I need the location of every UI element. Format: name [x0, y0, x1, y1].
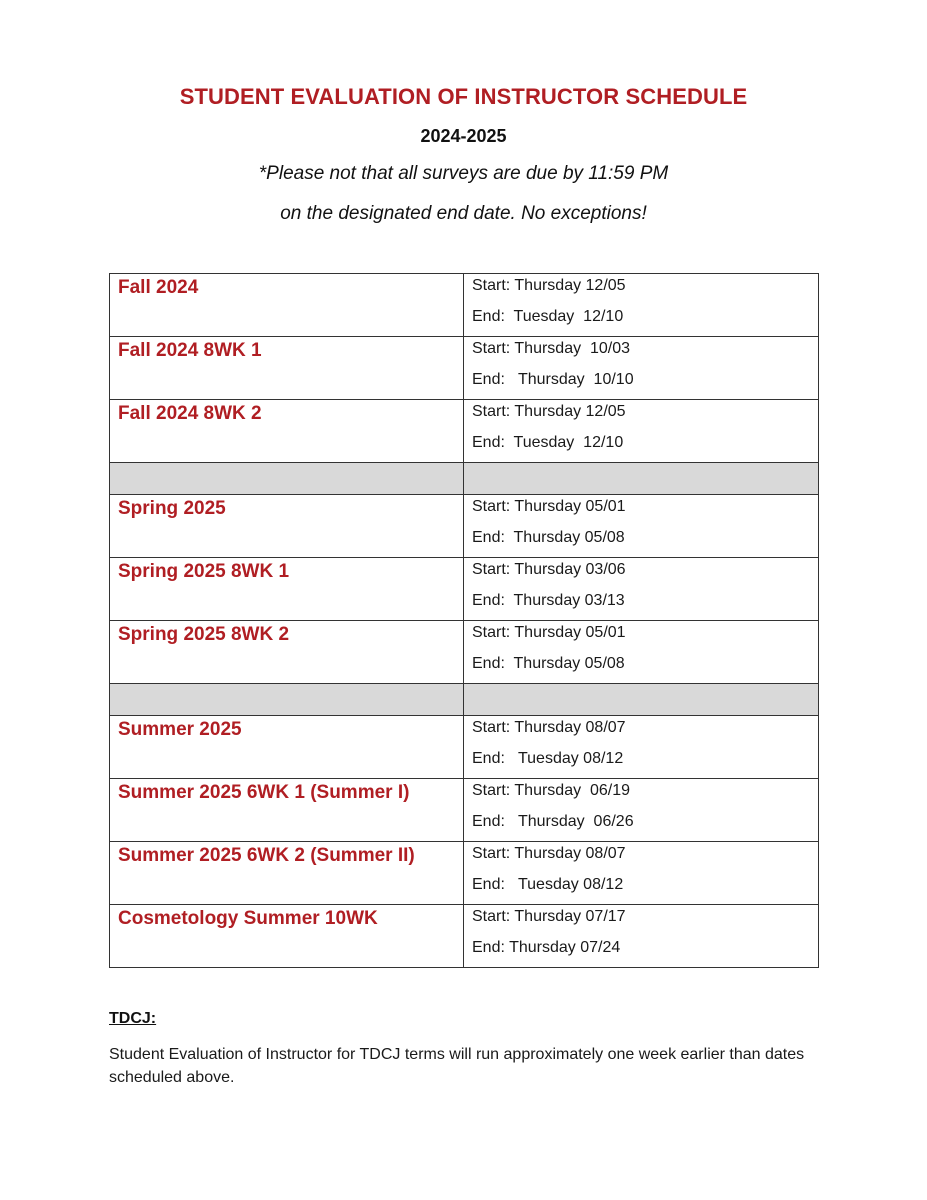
start-date: Start: Thursday 12/05: [472, 403, 626, 420]
table-row: [110, 905, 819, 968]
start-date: Start: Thursday 08/07: [472, 845, 626, 862]
term-name: Fall 2024: [118, 277, 199, 298]
term-cell: [110, 779, 464, 842]
dates-cell: [464, 337, 819, 400]
start-date: Start: Thursday 12/05: [472, 277, 626, 294]
table-row: [110, 337, 819, 400]
end-date: End: Thursday 07/24: [472, 939, 621, 956]
dates-cell: [464, 779, 819, 842]
end-date: End: Tuesday 12/10: [472, 308, 624, 325]
spacer-row: [110, 684, 819, 716]
term-cell: [110, 842, 464, 905]
term-cell: [110, 716, 464, 779]
dates-cell: [464, 905, 819, 968]
table-row: [110, 274, 819, 337]
due-note-line-1: *Please not that all surveys are due by 11:59 PM: [258, 163, 669, 184]
term-name: Spring 2025 8WK 1: [118, 561, 290, 582]
end-date: End: Thursday 05/08: [472, 655, 625, 672]
tdcj-heading: TDCJ:: [109, 1010, 157, 1027]
end-date: End: Thursday 05/08: [472, 529, 625, 546]
schedule-table: [109, 273, 819, 968]
term-cell: [110, 400, 464, 463]
term-cell: [110, 495, 464, 558]
table-row: [110, 495, 819, 558]
term-cell: [110, 905, 464, 968]
term-name: Spring 2025: [118, 498, 226, 519]
tdcj-note: Student Evaluation of Instructor for TDCJ terms will run approximately one week earlier than dates scheduled above.: [109, 1046, 805, 1086]
table-row: [110, 779, 819, 842]
term-name: Summer 2025 6WK 2 (Summer II): [118, 845, 415, 866]
table-row: [110, 716, 819, 779]
term-name: Fall 2024 8WK 1: [118, 340, 262, 361]
end-date: End: Tuesday 08/12: [472, 876, 624, 893]
spacer-cell: [464, 463, 819, 495]
table-row: [110, 842, 819, 905]
end-date: End: Thursday 10/10: [472, 371, 634, 388]
term-name: Summer 2025: [118, 719, 242, 740]
start-date: Start: Thursday 10/03: [472, 340, 631, 357]
dates-cell: [464, 621, 819, 684]
spacer-cell: [110, 684, 464, 716]
term-name: Cosmetology Summer 10WK: [118, 908, 378, 929]
term-cell: [110, 337, 464, 400]
dates-cell: [464, 495, 819, 558]
end-date: End: Tuesday 12/10: [472, 434, 624, 451]
spacer-cell: [464, 684, 819, 716]
start-date: Start: Thursday 05/01: [472, 498, 626, 515]
dates-cell: [464, 716, 819, 779]
academic-year: 2024-2025: [420, 126, 507, 146]
term-cell: [110, 274, 464, 337]
start-date: Start: Thursday 08/07: [472, 719, 626, 736]
term-cell: [110, 621, 464, 684]
start-date: Start: Thursday 05/01: [472, 624, 626, 641]
term-cell: [110, 558, 464, 621]
start-date: Start: Thursday 06/19: [472, 782, 631, 799]
dates-cell: [464, 558, 819, 621]
table-row: [110, 558, 819, 621]
term-name: Fall 2024 8WK 2: [118, 403, 262, 424]
table-row: [110, 621, 819, 684]
term-name: Spring 2025 8WK 2: [118, 624, 290, 645]
dates-cell: [464, 400, 819, 463]
spacer-cell: [110, 463, 464, 495]
due-note-line-2: on the designated end date. No exceptions!: [280, 203, 647, 224]
end-date: End: Thursday 03/13: [472, 592, 625, 609]
spacer-row: [110, 463, 819, 495]
dates-cell: [464, 274, 819, 337]
table-row: [110, 400, 819, 463]
start-date: Start: Thursday 07/17: [472, 908, 626, 925]
start-date: Start: Thursday 03/06: [472, 561, 626, 578]
term-name: Summer 2025 6WK 1 (Summer I): [118, 782, 410, 803]
end-date: End: Tuesday 08/12: [472, 750, 624, 767]
dates-cell: [464, 842, 819, 905]
page-title: STUDENT EVALUATION OF INSTRUCTOR SCHEDULE: [179, 84, 748, 109]
end-date: End: Thursday 06/26: [472, 813, 634, 830]
